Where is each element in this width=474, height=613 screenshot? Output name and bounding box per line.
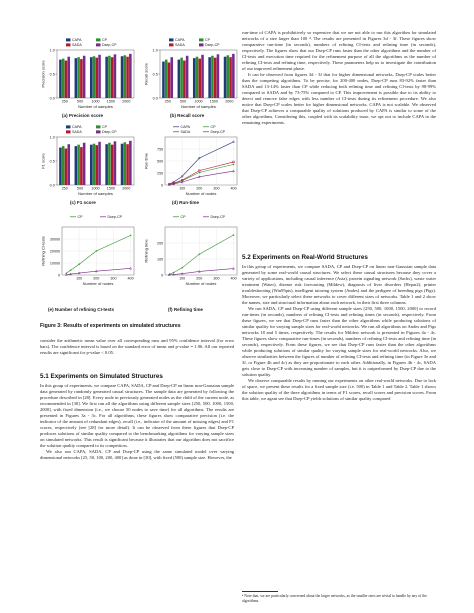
y-tick-label: 1.0 bbox=[49, 135, 55, 140]
x-tick-label: 1500 bbox=[209, 99, 219, 104]
y-axis-label: Refining CI-tests bbox=[40, 236, 46, 266]
legend-label: CP bbox=[102, 125, 107, 129]
legend-swatch bbox=[66, 43, 71, 46]
x-tick-label: 400 bbox=[230, 186, 237, 191]
x-axis-label: Number of samples bbox=[78, 104, 113, 109]
figure-caption: Figure 3: Results of experiments on simulated structures bbox=[40, 323, 181, 329]
y-axis-label: F1 score bbox=[40, 153, 46, 169]
legend-label: CP bbox=[180, 215, 186, 219]
bar bbox=[129, 141, 132, 185]
x-tick-label: 100 bbox=[179, 276, 186, 281]
x-tick-label: 100 bbox=[179, 186, 186, 191]
x-tick-label: 300 bbox=[213, 276, 220, 281]
bar bbox=[67, 144, 70, 185]
bar bbox=[83, 143, 86, 185]
x-tick-label: 2000 bbox=[122, 99, 131, 104]
y-axis-label: Run time bbox=[143, 152, 149, 170]
x-tick-label: 400 bbox=[230, 276, 237, 281]
bar bbox=[98, 142, 101, 185]
legend-label: SADA bbox=[175, 43, 185, 47]
panel-caption-c: (c) F1 score bbox=[70, 200, 96, 205]
bar bbox=[93, 56, 96, 98]
paragraph: run-time of CAPA is prohibitively so expensive that we are not able to run this algorithm for simulated networks of a size larger than 100 ⁴. The results are presented in Figures 3d - 3f. These figures show comparative run-time (in seconds), numbers of refining CI-tests and refining time (in seconds), respectively. The figures show that our Dsep-CP runs faster than the other algorithms and the number of CI-tests and execution time required for the refinement purpose of all the algorithms as the number of refining CI-tests and refining time, respectively. These parameters help us to investigate the contribution of our improved refinement phase. bbox=[242, 30, 436, 72]
y-tick-label: 0.0 bbox=[152, 96, 158, 101]
x-axis-label: Number of nodes bbox=[82, 281, 114, 286]
legend-label: CP bbox=[205, 38, 210, 42]
bar bbox=[75, 58, 78, 98]
refining-ci-tests-chart bbox=[40, 213, 138, 287]
bar bbox=[75, 146, 78, 185]
bar bbox=[121, 56, 124, 98]
bar bbox=[105, 144, 108, 185]
x-tick-label: 250 bbox=[61, 186, 68, 191]
x-tick-label: 200 bbox=[93, 276, 100, 281]
y-tick-label: 1.0 bbox=[49, 48, 55, 53]
x-axis-label: Number of samples bbox=[181, 104, 216, 109]
bar bbox=[183, 61, 186, 98]
panel-f bbox=[143, 213, 241, 287]
panel-caption-b: (b) Recall score bbox=[170, 113, 205, 118]
bar bbox=[232, 54, 235, 98]
paragraph: We run SADA, CP and Dsep-CP using different sample sizes [250, 500, 1000, 1500, 2000] to record run-times (in seconds), numbers of refining CI-tests and refining times (in seconds), respectively. From these figures, we see that Dsep-CP runs faster than the other algorithms while producing solutions of similar quality for varying sample sizes for real-world networks. We run all algorithms on Andes and Pigs networks 18 and 5 times, respectively. The results for Mildew network is presented in Figures 4a - 4c. These figures show comparative run-times (in seconds), numbers of refining CI-tests and refining time (in seconds), respectively. From these figures, we see that Dsep-CP runs faster than the other algorithms while producing solutions of similar quality for varying sample sizes for real-world networks. Also, we observe similarities between the figures of number of refining CI-tests and refining time (in Figure 3e and 3f, or Figure 4b and 4c) as they are proportionate to each other. Additionally, in Figures 4b - 4c, SADA gets close to Dsep-CP with increasing number of samples, but it is outperformed by Dsep-CP due to the solution quality. bbox=[242, 306, 436, 378]
data-point bbox=[130, 234, 132, 236]
y-tick-label: 0 bbox=[161, 273, 164, 278]
legend-label: SADA bbox=[72, 130, 82, 134]
legend-label: Dsep-CP bbox=[102, 130, 117, 134]
legend-label: SADA bbox=[180, 130, 191, 134]
bar bbox=[170, 57, 173, 98]
y-tick-label: 0.0 bbox=[49, 96, 55, 101]
bar bbox=[114, 54, 117, 98]
section-heading-5-2: 5.2 Experiments on Real-World Structures bbox=[242, 254, 368, 261]
bar bbox=[59, 148, 62, 185]
legend-swatch bbox=[169, 38, 174, 41]
bar bbox=[199, 59, 202, 98]
bar bbox=[83, 56, 86, 98]
bar bbox=[96, 58, 99, 98]
precision-chart bbox=[40, 36, 138, 110]
panel-caption-f: (f) Refining time bbox=[168, 307, 203, 312]
series-line bbox=[66, 268, 130, 274]
bar bbox=[65, 149, 68, 185]
bar bbox=[77, 57, 80, 98]
bar bbox=[178, 60, 181, 98]
footnote: ⁴ Note that, we are particularly concerned about the larger networks, as the smaller ones are trivial to handle by any of the algorithms. bbox=[242, 594, 427, 603]
x-tick-label: 100 bbox=[76, 276, 83, 281]
bar bbox=[65, 61, 68, 98]
y-tick-label: 1.0 bbox=[152, 48, 158, 53]
y-tick-label: 0.5 bbox=[49, 159, 55, 164]
bar bbox=[162, 62, 165, 98]
bar bbox=[114, 141, 117, 185]
bar bbox=[93, 144, 96, 185]
legend-label: CAPA bbox=[72, 38, 82, 42]
paragraph: We also run CAPA, SADA, CP and Dsep-CP using the same simulated model over varying dimensional networks [25, 50, 100, 200, 400] as done in [30], with fixed (500) sample size. However, the bbox=[40, 449, 234, 461]
legend-label: Dsep-CP bbox=[107, 215, 123, 219]
legend-swatch bbox=[66, 130, 71, 133]
legend-swatch bbox=[169, 43, 174, 46]
y-tick-label: 0.5 bbox=[152, 72, 158, 77]
x-tick-label: 300 bbox=[213, 186, 220, 191]
y-tick-label: 200 bbox=[157, 241, 164, 246]
bar bbox=[126, 57, 129, 98]
bar bbox=[208, 57, 211, 98]
y-tick-label: 750 bbox=[157, 147, 164, 152]
x-tick-label: 500 bbox=[77, 186, 84, 191]
runtime-chart bbox=[143, 123, 241, 197]
x-tick-label: 1000 bbox=[91, 99, 100, 104]
bar bbox=[96, 145, 99, 185]
paragraph: consider the arithmetic mean value over all corresponding runs and 95% confidence interval (for error bars). The confidence interval is based on the standard error of mean and p-value = 1.96. All our reported results are significant for p-value < 0.05. bbox=[40, 338, 234, 356]
y-tick-label: 250 bbox=[157, 171, 164, 176]
x-tick-label: 200 bbox=[196, 186, 203, 191]
right-section-text bbox=[242, 264, 436, 402]
bar bbox=[214, 58, 217, 98]
x-axis-label: Number of samples bbox=[78, 191, 113, 196]
legend-label: Dsep-CP bbox=[210, 215, 226, 219]
x-tick-label: 200 bbox=[196, 276, 203, 281]
footnote-rule bbox=[242, 591, 278, 592]
y-tick-label: 10000 bbox=[49, 261, 61, 266]
bar bbox=[62, 59, 65, 98]
legend-swatch bbox=[96, 130, 101, 133]
y-tick-label: 0.0 bbox=[49, 183, 55, 188]
left-section-text bbox=[40, 383, 234, 461]
panel-a bbox=[40, 36, 138, 110]
y-axis-label: Refining time bbox=[143, 239, 149, 263]
bar bbox=[108, 56, 111, 98]
x-tick-label: 1000 bbox=[194, 99, 203, 104]
legend-label: CP bbox=[77, 215, 83, 219]
bar bbox=[180, 58, 183, 98]
bar bbox=[80, 59, 83, 98]
right-intro-text bbox=[242, 30, 436, 126]
legend-swatch bbox=[96, 125, 101, 128]
bar bbox=[121, 144, 124, 185]
x-tick-label: 300 bbox=[110, 276, 117, 281]
bar bbox=[129, 54, 132, 98]
bar bbox=[124, 142, 127, 185]
bar bbox=[193, 58, 196, 98]
bar bbox=[77, 145, 80, 185]
legend-swatch bbox=[66, 125, 71, 128]
x-tick-label: 250 bbox=[61, 99, 68, 104]
series-line bbox=[169, 142, 233, 184]
y-tick-label: 500 bbox=[157, 159, 164, 164]
bar bbox=[105, 57, 108, 98]
bar bbox=[98, 55, 101, 98]
bar bbox=[165, 60, 168, 98]
legend-swatch bbox=[96, 38, 101, 41]
f1-chart bbox=[40, 123, 138, 197]
bar bbox=[201, 55, 204, 98]
legend-label: CAPA bbox=[72, 125, 82, 129]
bar bbox=[111, 57, 114, 98]
paragraph: We observe comparable results by running our experiments on other real-world networks. Due to lack of space, we present these results for a fixed sample size (i.e. 500) in Table 1 and Table 2. Table 1 shows the solution quality of the three algorithms in terms of F1 scores, recall scores and precision scores. From this table, we again see that Dsep-CP yields solutions of similar quality compared bbox=[242, 378, 436, 402]
series-line bbox=[66, 235, 130, 273]
x-tick-label: 1500 bbox=[106, 99, 116, 104]
legend-swatch bbox=[96, 43, 101, 46]
y-tick-label: 100 bbox=[157, 257, 164, 262]
bar bbox=[227, 55, 230, 98]
x-tick-label: 400 bbox=[127, 276, 134, 281]
legend-label: CAPA bbox=[180, 125, 191, 129]
x-tick-label: 1500 bbox=[106, 186, 116, 191]
bar bbox=[59, 60, 62, 98]
series-line bbox=[169, 235, 233, 274]
legend-label: SADA bbox=[72, 43, 82, 47]
y-tick-label: 0 bbox=[58, 273, 61, 278]
x-tick-label: 2000 bbox=[225, 99, 234, 104]
legend-label: Dsep-CP bbox=[205, 43, 220, 47]
bar bbox=[211, 56, 214, 98]
panel-caption-d: (d) Run-time bbox=[172, 200, 200, 205]
legend-label: CAPA bbox=[175, 38, 185, 42]
x-tick-label: 2000 bbox=[122, 186, 131, 191]
data-point bbox=[233, 163, 235, 165]
paragraph: In this group of experiments, we compare SADA, CP and Dsep-CP on linear non-Gaussian sample data generated by some real-world causal structures. We select these causal structures because they cover a variety of applications, including causal inference (Asia), protein signaling network (Sachs), waste water treatment (Water), disease risk forecasting (Mildew), diagnosis of liver disorders (Hepar2), printer troubleshooting (Win95pts), intelligent tutoring system (Andes) and the pedigree of breeding pigs (Pigs). Moreover, we particularly select these networks to cover different sizes of networks. Table 1 and 2 show the names, size and structural information about each network, in their first three columns. bbox=[242, 264, 436, 306]
y-tick-label: 30000 bbox=[49, 237, 61, 242]
legend-swatch bbox=[199, 43, 204, 46]
refining-time-chart bbox=[143, 213, 241, 287]
legend-label: CP bbox=[210, 125, 216, 129]
bar bbox=[108, 143, 111, 185]
panel-caption-a: (a) Precision score bbox=[62, 113, 104, 118]
paragraph: In this group of experiments, we compare CAPA, SADA, CP and Dsep-CP on linear non-Gaussian sample data generated by randomly generated causal structures. The sample data are generated by following the procedure described in [28]. Every node in previously generated nodes as the child of the current node, as recommended in [30]. We first run all the algorithms using different sample sizes [250, 500, 1000, 1500, 2000], with fixed dimension (i.e., we choose 50 nodes to save time) for all algorithms. The results are presented in Figures 3a - 3c. For all algorithms, these figures show comparative precision (i.e. the indicator of the amount of redundant edges), recall (i.e., indicator of the amount of missing edges) and F1 scores, respectively (see [28] for more detail). It can be observed from these figures that Dsep-CP produces solutions of similar quality compared to the benchmarking algorithms for varying sample sizes on simulated networks. This result is significant because it illustrates that our algorithm does not sacrifice the solution quality compared to its competitors. bbox=[40, 383, 234, 449]
bar bbox=[196, 57, 199, 98]
panel-caption-e: (e) Number of refining CI-tests bbox=[48, 307, 115, 312]
bar bbox=[186, 56, 189, 98]
bar bbox=[80, 147, 83, 185]
bar bbox=[124, 55, 127, 98]
bar bbox=[126, 144, 129, 185]
x-tick-label: 500 bbox=[77, 99, 84, 104]
bar bbox=[67, 57, 70, 98]
bar bbox=[90, 57, 93, 98]
y-axis-label: Precision score bbox=[40, 60, 46, 88]
recall-chart bbox=[143, 36, 241, 110]
bar bbox=[224, 57, 227, 98]
legend-label: Dsep-CP bbox=[210, 130, 226, 134]
panel-d bbox=[143, 123, 241, 197]
y-tick-label: 0.5 bbox=[49, 72, 55, 77]
bar bbox=[229, 57, 232, 98]
panel-c bbox=[40, 123, 138, 197]
bar bbox=[168, 62, 171, 98]
bar bbox=[217, 54, 220, 98]
x-tick-label: 1000 bbox=[91, 186, 100, 191]
legend-label: Dsep-CP bbox=[102, 43, 117, 47]
bar bbox=[111, 145, 114, 185]
bar bbox=[90, 145, 93, 185]
x-axis-label: Number of nodes bbox=[185, 281, 217, 286]
panel-b bbox=[143, 36, 241, 110]
bar bbox=[62, 146, 65, 185]
series-line bbox=[169, 162, 233, 184]
legend-swatch bbox=[199, 38, 204, 41]
left-intro-text bbox=[40, 338, 234, 356]
x-tick-label: 250 bbox=[164, 99, 171, 104]
section-heading-5-1: 5.1 Experiments on Simulated Structures bbox=[40, 373, 163, 380]
legend-label: CP bbox=[102, 38, 107, 42]
y-tick-label: 20000 bbox=[49, 249, 61, 254]
y-tick-label: 0 bbox=[161, 183, 164, 188]
y-axis-label: Recall score bbox=[143, 62, 149, 86]
x-axis-label: Number of nodes bbox=[185, 191, 217, 196]
panel-e bbox=[40, 213, 138, 287]
x-tick-label: 500 bbox=[180, 99, 187, 104]
paragraph: It can be observed from figures 3d - 3f that for higher dimensional networks, Dsep-CP scales better than the competing algorithms. To be precise, for 200-400 nodes, Dsep-CP runs 83-92% faster than SADA and 13-14% faster than CP while reducing both refining time and refining CI-tests by 98-99% compared to SADA and by 73-75% compared to CP. This improvement is possible due to its ability to detect and remove false edges with less number of CI-tests during its refinement procedure. We also notice that Dsep-CP scales better for higher dimensional networks. CAPA is not scalable. We observed that Dsep-CP achieves a comparable quality of solutions produced by CAPA is similar to some of the other algorithms. Considering this, coupled with its scalability issue, we opt not to include CAPA in the remaining experiments. bbox=[242, 72, 436, 126]
plot-frame bbox=[165, 227, 237, 275]
data-point bbox=[198, 172, 200, 174]
legend-swatch bbox=[66, 38, 71, 41]
